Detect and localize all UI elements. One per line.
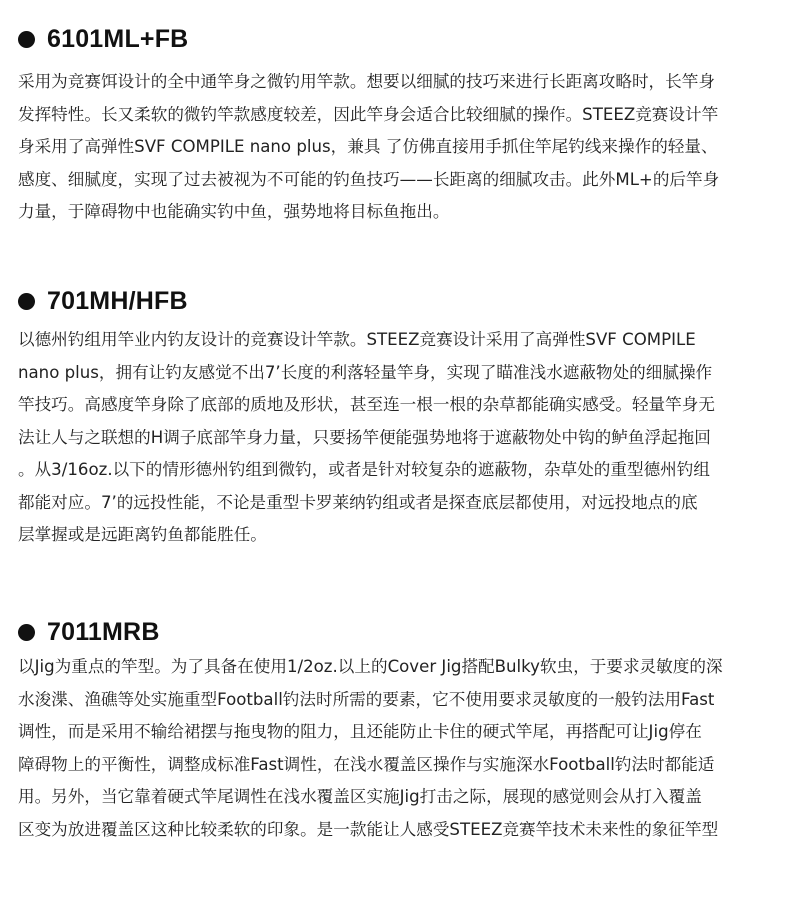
text-line: 以Jig为重点的竿型。为了具备在使用1/2oz.以上的Cover Jig搭配Bulky软虫，于要求灵敏度的深 bbox=[18, 657, 723, 676]
text-line: 障碍物上的平衡性，调整成标准Fast调性，在浅水覆盖区操作与实施深水Football钓法时都能适 bbox=[18, 754, 715, 774]
section-heading bbox=[18, 24, 780, 54]
text-line: 水浚渫、渔礁等处实施重型Football钓法时所需的要素，它不使用要求灵敏度的一般钓法用Fast bbox=[18, 689, 715, 709]
section-title: 701MH/HFB bbox=[47, 286, 188, 315]
section-7011mrb bbox=[18, 617, 780, 846]
text-line: 以德州钓组用竿业内钓友设计的竞赛设计竿款。STEEZ竞赛设计采用了高弹性SVF COMPILE bbox=[18, 330, 696, 349]
text-line: 力量，于障碍物中也能确实钓中鱼，强势地将目标鱼拖出。 bbox=[18, 202, 450, 221]
section-heading bbox=[18, 286, 780, 316]
text-line: 区变为放进覆盖区这种比较柔软的印象。是一款能让人感受STEEZ竞赛竿技术未来性的象征竿型 bbox=[18, 819, 719, 839]
text-line: 调性，而是采用不输给裙摆与拖曳物的阻力，且还能防止卡住的硬式竿尾，再搭配可让Jig停在 bbox=[18, 722, 702, 741]
text-line: 竿技巧。高感度竿身除了底部的质地及形状，甚至连一根一根的杂草都能确实感受。轻量竿身无 bbox=[18, 395, 715, 414]
bullet-icon bbox=[18, 293, 35, 310]
text-line: 都能对应。7’的远投性能，不论是重型卡罗莱纳钓组或者是探查底层都使用，对远投地点的底 bbox=[18, 492, 698, 512]
section-title: 6101ML+FB bbox=[47, 24, 189, 53]
section-description bbox=[18, 651, 780, 846]
section-description bbox=[18, 324, 780, 552]
section-6101mlfb bbox=[18, 24, 780, 229]
text-line: 身采用了高弹性SVF COMPILE nano plus，兼具 了仿佛直接用手抓住竿尾钓线来操作的轻量、 bbox=[18, 137, 718, 156]
text-line: 发挥特性。长又柔软的微钓竿款感度较差，因此竿身会适合比较细腻的操作。STEEZ竞赛设计竿 bbox=[18, 104, 719, 124]
text-line: 。从3/16oz.以下的情形德州钓组到微钓，或者是针对较复杂的遮蔽物，杂草处的重型德州钓组 bbox=[18, 460, 710, 479]
section-description bbox=[18, 66, 780, 229]
text-line: 层掌握或是远距离钓鱼都能胜任。 bbox=[18, 525, 267, 544]
section-heading bbox=[18, 617, 780, 647]
text-line: nano plus，拥有让钓友感觉不出7’长度的利落轻量竿身，实现了瞄准浅水遮蔽物处的细腻操作 bbox=[18, 362, 713, 382]
text-line: 感度、细腻度，实现了过去被视为不可能的钓鱼技巧——长距离的细腻攻击。此外ML+的后竿身 bbox=[18, 169, 720, 189]
section-701mhhfb bbox=[18, 286, 780, 552]
section-title: 7011MRB bbox=[47, 617, 160, 646]
bullet-icon bbox=[18, 31, 35, 48]
text-line: 采用为竞赛饵设计的全中通竿身之微钓用竿款。想要以细腻的技巧来进行长距离攻略时，长竿身 bbox=[18, 72, 715, 91]
text-line: 用。另外，当它靠着硬式竿尾调性在浅水覆盖区实施Jig打击之际，展现的感觉则会从打入覆盖 bbox=[18, 787, 702, 806]
bullet-icon bbox=[18, 624, 35, 641]
text-line: 法让人与之联想的H调子底部竿身力量，只要扬竿便能强势地将于遮蔽物处中钩的鲈鱼浮起拖回 bbox=[18, 427, 711, 447]
